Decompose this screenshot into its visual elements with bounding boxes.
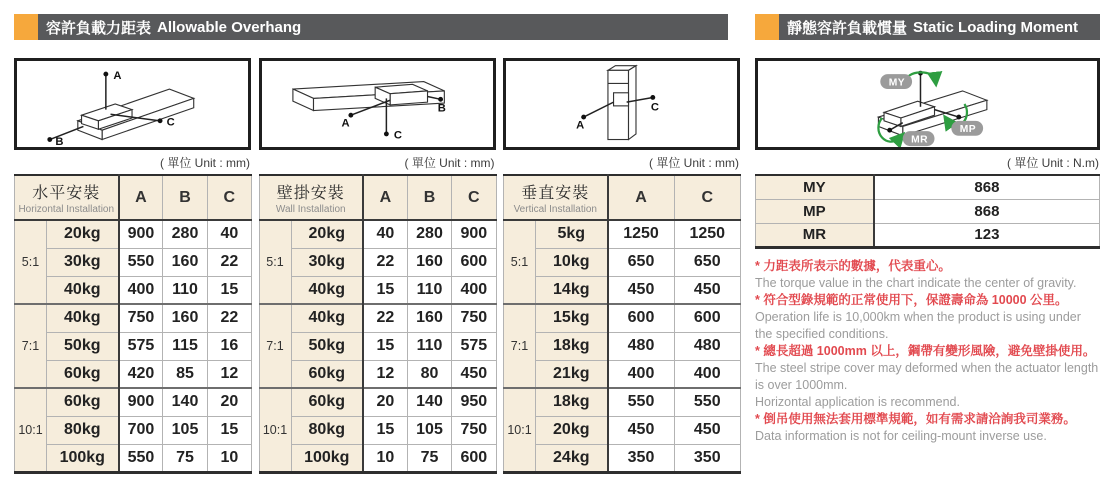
- allowable-overhang-section: [14, 14, 740, 474]
- footnote-red: * 倒吊使用無法套用標準規範，如有需求請洽詢我司業務。: [755, 411, 1076, 426]
- moment-row: [756, 223, 1100, 247]
- axis-label-b: B: [55, 136, 64, 147]
- footnote-gray: Operation life is 10,000km when the product is using under the specified conditions.: [755, 309, 1081, 341]
- load-cell: 50kg: [47, 332, 119, 360]
- table-row: [504, 332, 741, 360]
- load-cell: 18kg: [536, 388, 608, 416]
- unit-label-mm: ( 單位 Unit : mm): [160, 156, 250, 170]
- table-row: [259, 388, 496, 416]
- value-cell: 650: [674, 248, 741, 276]
- value-cell: 550: [119, 248, 163, 276]
- value-cell: 950: [452, 388, 496, 416]
- value-cell: 750: [452, 304, 496, 332]
- load-cell: 60kg: [291, 360, 363, 388]
- section-title-left-zh: 容許負載力距表: [46, 19, 152, 37]
- value-cell: 550: [608, 388, 675, 416]
- value-cell: 750: [452, 416, 496, 444]
- value-cell: 20: [207, 388, 251, 416]
- table-title-en: Wall Installation: [275, 204, 346, 215]
- table-row: [15, 360, 252, 388]
- value-cell: 750: [119, 304, 163, 332]
- table-row: [259, 276, 496, 304]
- wall-installation-diagram: [259, 58, 496, 150]
- load-cell: 60kg: [47, 388, 119, 416]
- column-header-a: A: [363, 175, 407, 220]
- overhang-table: [259, 174, 497, 474]
- load-cell: 18kg: [536, 332, 608, 360]
- value-cell: 140: [163, 388, 207, 416]
- value-cell: 400: [119, 276, 163, 304]
- value-cell: 575: [452, 332, 496, 360]
- table-row: [504, 360, 741, 388]
- value-cell: 900: [452, 220, 496, 248]
- my-badge-label: MY: [888, 77, 906, 89]
- load-cell: 100kg: [291, 444, 363, 472]
- load-cell: 40kg: [291, 276, 363, 304]
- value-cell: 600: [608, 304, 675, 332]
- value-cell: 420: [119, 360, 163, 388]
- table-row: [504, 220, 741, 248]
- ratio-cell: 5:1: [504, 220, 536, 304]
- value-cell: 75: [163, 444, 207, 472]
- unit-label-mm: ( 單位 Unit : mm): [404, 156, 495, 170]
- axis-label-a: A: [576, 119, 585, 132]
- axis-label-c: C: [166, 116, 175, 129]
- moment-label-cell: MY: [756, 175, 874, 199]
- value-cell: 400: [608, 360, 675, 388]
- section-header-right: [755, 14, 1100, 40]
- ratio-cell: 10:1: [15, 388, 47, 472]
- value-cell: 115: [163, 332, 207, 360]
- value-cell: 575: [119, 332, 163, 360]
- load-cell: 40kg: [47, 304, 119, 332]
- vertical-rail-drawing: [506, 61, 737, 147]
- value-cell: 350: [674, 444, 741, 472]
- load-cell: 40kg: [47, 276, 119, 304]
- table-row: [259, 220, 496, 248]
- mp-badge-label: MP: [959, 124, 977, 136]
- horizontal-installation-diagram: [14, 58, 251, 150]
- table-title-zh: 壁掛安裝: [276, 185, 345, 202]
- table-row: [504, 444, 741, 472]
- table-row: [15, 248, 252, 276]
- moment-table: [755, 174, 1100, 249]
- value-cell: 12: [207, 360, 251, 388]
- moment-rail-drawing: [758, 61, 1097, 147]
- value-cell: 160: [163, 248, 207, 276]
- column-header-c: C: [207, 175, 251, 220]
- value-cell: 75: [407, 444, 451, 472]
- footnotes: [755, 258, 1100, 445]
- value-cell: 1250: [674, 220, 741, 248]
- table-row: [15, 304, 252, 332]
- column-header-a: A: [119, 175, 163, 220]
- value-cell: 10: [207, 444, 251, 472]
- ratio-cell: 10:1: [259, 388, 291, 472]
- load-cell: 10kg: [536, 248, 608, 276]
- load-cell: 21kg: [536, 360, 608, 388]
- table-title-en: Vertical Installation: [513, 204, 597, 215]
- value-cell: 10: [363, 444, 407, 472]
- moment-value-cell: 868: [874, 175, 1100, 199]
- footnote-red: * 總長超過 1000mm 以上，鋼帶有變形風險，避免壁掛使用。: [755, 343, 1096, 358]
- load-cell: 60kg: [47, 360, 119, 388]
- section-header-left: [14, 14, 728, 40]
- overhang-table: [503, 174, 741, 474]
- value-cell: 15: [363, 332, 407, 360]
- moment-row: [756, 175, 1100, 199]
- section-title-left-en: Allowable Overhang: [157, 18, 302, 36]
- column-header-c: C: [674, 175, 741, 220]
- value-cell: 15: [207, 276, 251, 304]
- horizontal-table-host: [14, 174, 251, 474]
- table-row: [15, 444, 252, 472]
- load-cell: 5kg: [536, 220, 608, 248]
- value-cell: 480: [674, 332, 741, 360]
- wall-rail-drawing: [262, 61, 493, 147]
- table-title-cell: [259, 175, 363, 220]
- table-row: [504, 248, 741, 276]
- value-cell: 600: [452, 444, 496, 472]
- value-cell: 450: [674, 276, 741, 304]
- table-row: [259, 332, 496, 360]
- value-cell: 110: [407, 276, 451, 304]
- value-cell: 160: [163, 304, 207, 332]
- value-cell: 550: [674, 388, 741, 416]
- value-cell: 900: [119, 388, 163, 416]
- axis-label-a: A: [341, 117, 350, 130]
- footnote-gray: Horizontal application is recommend.: [755, 394, 960, 409]
- value-cell: 20: [363, 388, 407, 416]
- section-title-right: [779, 14, 1100, 40]
- horizontal-rail-drawing: [17, 61, 248, 147]
- value-cell: 16: [207, 332, 251, 360]
- load-cell: 40kg: [291, 304, 363, 332]
- value-cell: 160: [407, 304, 451, 332]
- value-cell: 40: [363, 220, 407, 248]
- load-cell: 30kg: [291, 248, 363, 276]
- value-cell: 40: [207, 220, 251, 248]
- table-header-row: [259, 175, 496, 220]
- value-cell: 350: [608, 444, 675, 472]
- value-cell: 450: [608, 416, 675, 444]
- value-cell: 160: [407, 248, 451, 276]
- table-row: [504, 304, 741, 332]
- table-title-zh: 水平安裝: [32, 185, 101, 202]
- footnote-gray: Data information is not for ceiling-mount inverse use.: [755, 428, 1047, 443]
- value-cell: 22: [207, 248, 251, 276]
- load-cell: 20kg: [47, 220, 119, 248]
- section-title-right-en: Static Loading Moment: [913, 18, 1079, 36]
- section-title-right-zh: 靜態容許負載慣量: [787, 19, 908, 37]
- column-header-a: A: [608, 175, 675, 220]
- table-title-cell: [15, 175, 119, 220]
- load-cell: 20kg: [536, 416, 608, 444]
- load-cell: 60kg: [291, 388, 363, 416]
- ratio-cell: 7:1: [504, 304, 536, 388]
- static-loading-moment-section: [755, 14, 1100, 445]
- moment-diagram: [755, 58, 1100, 150]
- axis-label-c: C: [393, 129, 402, 142]
- value-cell: 480: [608, 332, 675, 360]
- load-cell: 30kg: [47, 248, 119, 276]
- load-cell: 50kg: [291, 332, 363, 360]
- value-cell: 15: [363, 416, 407, 444]
- moment-row: [756, 199, 1100, 223]
- axis-label-b: B: [437, 102, 446, 115]
- table-row: [504, 416, 741, 444]
- column-header-b: B: [163, 175, 207, 220]
- ratio-cell: 7:1: [259, 304, 291, 388]
- table-row: [15, 276, 252, 304]
- load-cell: 15kg: [536, 304, 608, 332]
- value-cell: 110: [407, 332, 451, 360]
- table-header-row: [504, 175, 741, 220]
- value-cell: 22: [363, 304, 407, 332]
- value-cell: 550: [119, 444, 163, 472]
- value-cell: 105: [407, 416, 451, 444]
- load-cell: 24kg: [536, 444, 608, 472]
- value-cell: 12: [363, 360, 407, 388]
- value-cell: 600: [452, 248, 496, 276]
- ratio-cell: 10:1: [504, 388, 536, 472]
- table-header-row: [15, 175, 252, 220]
- value-cell: 80: [407, 360, 451, 388]
- load-cell: 80kg: [47, 416, 119, 444]
- load-cell: 20kg: [291, 220, 363, 248]
- table-row: [259, 360, 496, 388]
- column-header-b: B: [407, 175, 451, 220]
- table-title-en: Horizontal Installation: [18, 204, 115, 215]
- value-cell: 280: [163, 220, 207, 248]
- table-row: [259, 248, 496, 276]
- value-cell: 700: [119, 416, 163, 444]
- table-row: [259, 416, 496, 444]
- table-title-cell: [504, 175, 608, 220]
- value-cell: 280: [407, 220, 451, 248]
- ratio-cell: 5:1: [259, 220, 291, 304]
- wall-table-host: [259, 174, 496, 474]
- value-cell: 450: [674, 416, 741, 444]
- footnote-red: * 力距表所表示的數據，代表重心。: [755, 258, 951, 273]
- value-cell: 400: [674, 360, 741, 388]
- value-cell: 22: [207, 304, 251, 332]
- orange-accent-square: [755, 14, 779, 40]
- vertical-installation-diagram: [503, 58, 740, 150]
- ratio-cell: 7:1: [15, 304, 47, 388]
- unit-label-nm: ( 單位 Unit : N.m): [1007, 156, 1099, 170]
- installation-columns: [14, 58, 740, 474]
- table-row: [15, 220, 252, 248]
- ratio-cell: 5:1: [15, 220, 47, 304]
- footnote-gray: The steel stripe cover may deformed when the actuator length is over 1000mm.: [755, 360, 1099, 392]
- table-row: [15, 416, 252, 444]
- overhang-table: [14, 174, 252, 474]
- table-row: [15, 332, 252, 360]
- value-cell: 85: [163, 360, 207, 388]
- value-cell: 650: [608, 248, 675, 276]
- axis-label-c: C: [650, 101, 660, 114]
- vertical-table-host: [503, 174, 740, 474]
- value-cell: 600: [674, 304, 741, 332]
- footnote-red: * 符合型錄規範的正常使用下，保證壽命為 10000 公里。: [755, 292, 1068, 307]
- table-row: [259, 304, 496, 332]
- table-title-zh: 垂直安裝: [521, 185, 590, 202]
- table-row: [504, 388, 741, 416]
- table-row: [259, 444, 496, 472]
- section-title-left: [38, 14, 728, 40]
- value-cell: 140: [407, 388, 451, 416]
- value-cell: 15: [363, 276, 407, 304]
- axis-label-a: A: [113, 69, 122, 82]
- value-cell: 900: [119, 220, 163, 248]
- horizontal-installation-column: [14, 58, 251, 474]
- value-cell: 400: [452, 276, 496, 304]
- value-cell: 450: [452, 360, 496, 388]
- vertical-installation-column: [503, 58, 740, 474]
- load-cell: 14kg: [536, 276, 608, 304]
- value-cell: 450: [608, 276, 675, 304]
- load-cell: 80kg: [291, 416, 363, 444]
- load-cell: 100kg: [47, 444, 119, 472]
- orange-accent-square: [14, 14, 38, 40]
- moment-table-host: [755, 174, 1100, 249]
- moment-value-cell: 868: [874, 199, 1100, 223]
- value-cell: 15: [207, 416, 251, 444]
- value-cell: 110: [163, 276, 207, 304]
- moment-value-cell: 123: [874, 223, 1100, 247]
- mr-badge-label: MR: [911, 134, 929, 146]
- moment-label-cell: MR: [756, 223, 874, 247]
- column-header-c: C: [452, 175, 496, 220]
- unit-label-mm: ( 單位 Unit : mm): [649, 156, 739, 170]
- table-row: [504, 276, 741, 304]
- table-row: [15, 388, 252, 416]
- footnote-gray: The torque value in the chart indicate the center of gravity.: [755, 275, 1077, 290]
- value-cell: 1250: [608, 220, 675, 248]
- value-cell: 105: [163, 416, 207, 444]
- value-cell: 22: [363, 248, 407, 276]
- moment-label-cell: MP: [756, 199, 874, 223]
- wall-installation-column: [259, 58, 496, 474]
